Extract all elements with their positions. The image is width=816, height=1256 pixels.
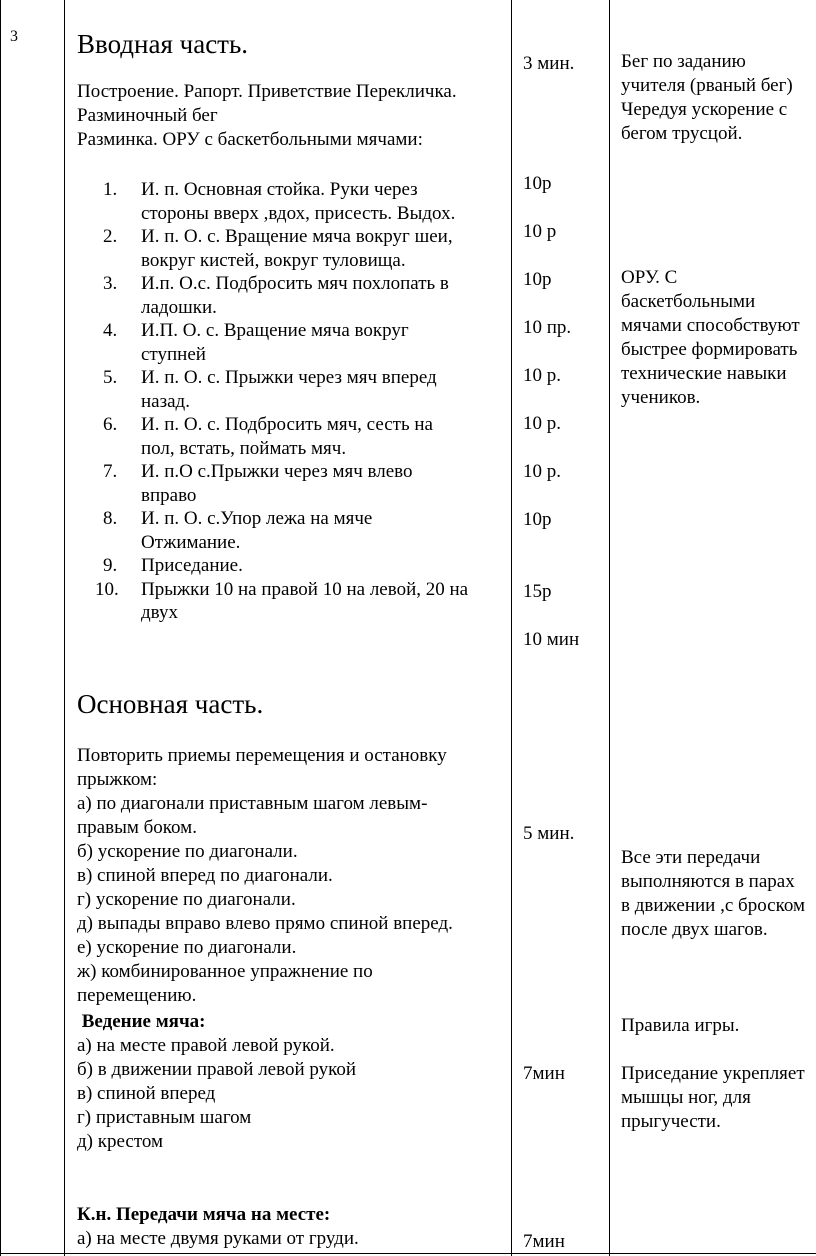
row-number: 3 xyxy=(10,28,18,45)
note-line: баскетбольными xyxy=(621,291,756,312)
note-line: в движении ,с броском xyxy=(621,895,806,916)
note-line: Правила игры. xyxy=(621,1015,740,1036)
table-divider-3 xyxy=(609,0,610,1256)
main-line: а) по диагонали приставным шагом левым- xyxy=(77,793,428,814)
main-line: е) ускорение по диагонали. xyxy=(77,937,297,958)
note-line: после двух шагов. xyxy=(621,919,768,940)
note-line: мячами способствуют xyxy=(621,315,800,336)
dosage-value: 10р xyxy=(523,173,552,194)
dosage-value: 10р xyxy=(523,509,552,530)
note-line: прыгучести. xyxy=(621,1111,721,1132)
note-line: бегом трусцой. xyxy=(621,123,743,144)
exercise-item: 8. И. п. О. с.Упор лежа на мяче Отжимание. xyxy=(103,508,373,553)
main-line: ж) комбинированное упражнение по xyxy=(77,961,373,982)
exercise-item: 9. Приседание. xyxy=(103,555,243,576)
dosage-value: 10 пр. xyxy=(523,317,572,338)
note-line: Бег по заданию xyxy=(621,51,746,72)
main-heading: Основная часть. xyxy=(77,689,264,719)
note-line: быстрее формировать xyxy=(621,339,798,360)
table-border-bottom xyxy=(0,1253,816,1254)
table-divider-2 xyxy=(511,0,512,1256)
dosage-value: 10 мин xyxy=(523,629,580,650)
note-line: Приседание укрепляет xyxy=(621,1063,805,1084)
dribbling-line: б) в движении правой левой рукой xyxy=(77,1059,357,1080)
intro-line: Разминочный бег xyxy=(77,105,218,126)
dosage-value: 5 мин. xyxy=(523,823,575,844)
dribbling-line: г) приставным шагом xyxy=(77,1107,252,1128)
dosage-value: 10р xyxy=(523,269,552,290)
main-line: правым боком. xyxy=(77,817,197,838)
main-line: в) спиной вперед по диагонали. xyxy=(77,865,333,886)
exercise-item: 1. И. п. Основная стойка. Руки через стороны вверх ,вдох, присесть. Выдох. xyxy=(103,179,456,224)
dosage-value: 10 р. xyxy=(523,413,561,434)
table-divider-1 xyxy=(64,0,65,1256)
exercise-item: 5. И. п. О. с. Прыжки через мяч вперед назад. xyxy=(103,367,437,412)
intro-line: Разминка. ОРУ с баскетбольными мячами: xyxy=(77,129,423,150)
note-line: учителя (рваный бег) xyxy=(621,75,793,96)
dosage-value: 10 р xyxy=(523,221,557,242)
note-line: мышцы ног, для xyxy=(621,1087,751,1108)
main-line: прыжком: xyxy=(77,769,158,790)
dosage-value: 15р xyxy=(523,581,552,602)
exercise-item: 4. И.П. О. с. Вращение мяча вокруг ступней xyxy=(103,320,409,365)
main-line: д) выпады вправо влево прямо спиной вперед. xyxy=(77,913,453,934)
dribbling-line: д) крестом xyxy=(77,1131,164,1152)
intro-heading: Вводная часть. xyxy=(77,29,249,59)
dosage-value: 3 мин. xyxy=(523,53,575,74)
exercise-item: 10. Прыжки 10 на правой 10 на левой, 20 на двух xyxy=(95,578,469,623)
dribbling-line: а) на месте правой левой рукой. xyxy=(77,1035,335,1056)
note-line: Все эти передачи xyxy=(621,847,761,868)
note-line: учеников. xyxy=(621,387,701,408)
passing-heading: К.н. Передачи мяча на месте: xyxy=(77,1204,331,1225)
exercise-item: 2. И. п. О. с. Вращение мяча вокруг шеи, вокруг кистей, вокруг туловища. xyxy=(103,226,453,271)
dribbling-heading: Ведение мяча: xyxy=(77,1011,206,1032)
main-line: перемещению. xyxy=(77,985,197,1006)
dosage-value: 7мин xyxy=(523,1231,565,1252)
dosage-value: 7мин xyxy=(523,1063,565,1084)
note-line: выполняются в парах xyxy=(621,871,795,892)
main-line: г) ускорение по диагонали. xyxy=(77,889,296,910)
note-line: ОРУ. С xyxy=(621,267,678,288)
note-line: Чередуя ускорение с xyxy=(621,99,788,120)
table-border-left xyxy=(0,0,1,1256)
passing-line: а) на месте двумя руками от груди. xyxy=(77,1228,359,1249)
intro-line: Построение. Рапорт. Приветствие Перекличка. xyxy=(77,81,457,102)
dribbling-line: в) спиной вперед xyxy=(77,1083,216,1104)
dosage-value: 10 р. xyxy=(523,461,561,482)
main-line: Повторить приемы перемещения и остановку xyxy=(77,745,447,766)
main-line: б) ускорение по диагонали. xyxy=(77,841,298,862)
dosage-value: 10 р. xyxy=(523,365,561,386)
exercise-list xyxy=(77,178,468,625)
exercise-item: 3. И.п. О.с. Подбросить мяч похлопать в ладошки. xyxy=(103,273,449,318)
exercise-item: 7. И. п.О с.Прыжки через мяч влево вправо xyxy=(103,461,413,506)
exercise-item: 6. И. п. О. с. Подбросить мяч, сесть на пол, встать, поймать мяч. xyxy=(103,414,433,459)
note-line: технические навыки xyxy=(621,363,787,384)
